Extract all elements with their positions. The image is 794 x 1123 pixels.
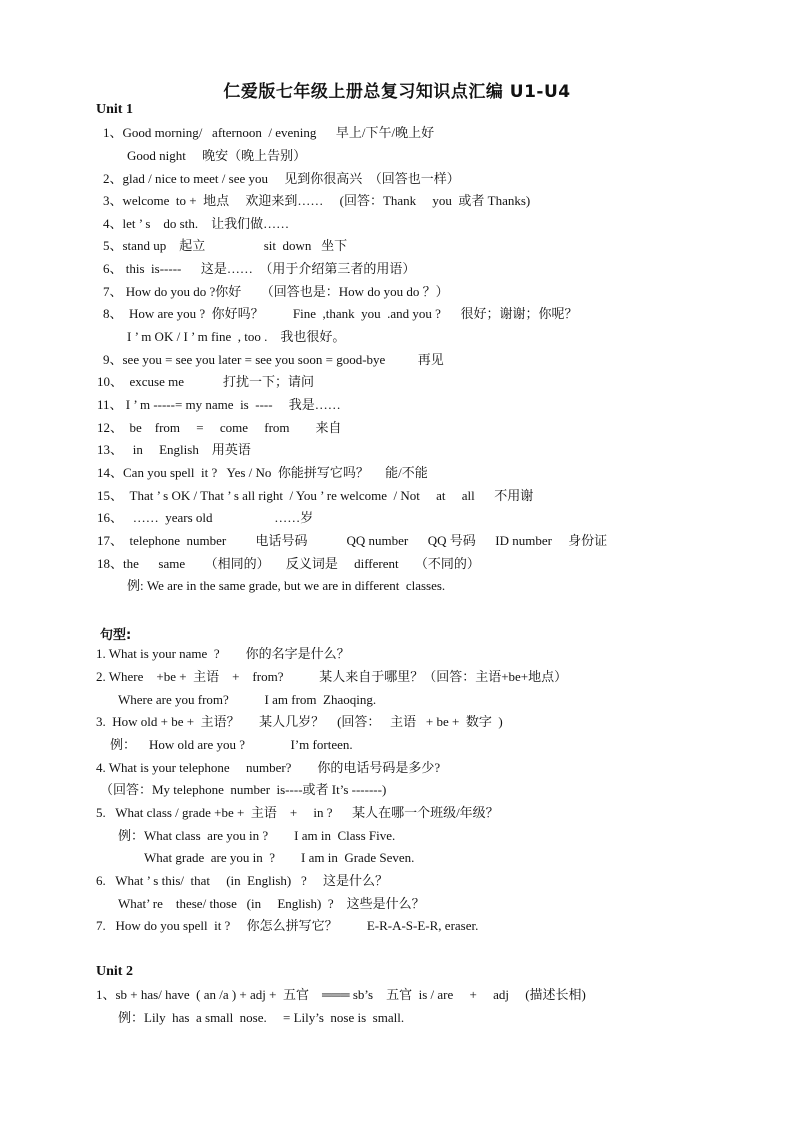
unit1-item: 9、see you = see you later = see you soon = good-bye 再见: [103, 352, 444, 367]
unit1-item: 1、Good morning/ afternoon / evening 早上/下午/晚上好: [103, 125, 435, 140]
unit1-item: 17、 telephone number 电话号码 QQ number QQ 号码 ID number 身份证: [97, 533, 608, 548]
unit1-item: 12、 be from = come from 来自: [97, 420, 342, 435]
sentence-item: 例： How old are you ? I’m forteen.: [110, 737, 353, 752]
unit1-item: 15、 That ’ s OK / That ’ s all right / You ’ re welcome / Not at all 不用谢: [97, 488, 534, 503]
unit1-item: 8、 How are you ? 你好吗？ Fine ,thank you .and you ? 很好；谢谢；你呢？: [103, 306, 578, 321]
unit1-item: Good night 晚安（晚上告别）: [127, 148, 307, 163]
unit2-item: 1、sb + has/ have ( an /a ) + adj + 五官 ═══ sb’s 五官 is / are + adj (描述长相): [96, 987, 586, 1002]
unit1-item: 6、 this is----- 这是…… （用于介绍第三者的用语）: [103, 261, 416, 276]
unit2-heading: Unit 2: [96, 964, 133, 979]
sentence-item: What grade are you in ? I am in Grade Seven.: [144, 850, 415, 865]
unit1-item: 10、 excuse me 打扰一下；请问: [97, 374, 315, 389]
unit1-item: 16、 …… years old ……岁: [97, 510, 314, 525]
unit1-item: 3、welcome to + 地点 欢迎来到…… (回答：Thank you 或者 Thanks): [103, 193, 531, 208]
sentence-item: What’ re these/ those (in English) ? 这些是什么？: [118, 896, 425, 911]
unit1-item: I ’ m OK / I ’ m fine , too . 我也很好。: [127, 329, 346, 344]
sentence-item: 2. Where +be + 主语 + from? 某人来自于哪里？（回答：主语+be+地点）: [96, 669, 568, 684]
unit1-item: 18、the same （相同的） 反义词是 different （不同的）: [97, 556, 480, 571]
unit1-item: 2、glad / nice to meet / see you 见到你很高兴 （回答也一样）: [103, 171, 460, 186]
unit1-example: 例: We are in the same grade, but we are in different classes.: [127, 578, 446, 593]
sentence-item: 4. What is your telephone number? 你的电话号码是多少?: [96, 760, 441, 775]
sentence-item: Where are you from? I am from Zhaoqing.: [118, 692, 377, 707]
unit2-example: 例：Lily has a small nose. = Lily’s nose is small.: [118, 1010, 405, 1025]
unit1-item: 14、Can you spell it ? Yes / No 你能拼写它吗？ 能/不能: [97, 465, 428, 480]
unit1-item: 11、 I ’ m -----= my name is ---- 我是……: [97, 397, 341, 412]
unit1-item: 4、let ’ s do sth. 让我们做……: [103, 216, 290, 231]
sentence-item: 3. How old + be + 主语？ 某人几岁？ (回答： 主语 + be + 数字 ): [96, 714, 503, 729]
sentence-patterns-heading: 句型:: [100, 628, 132, 643]
unit1-heading: Unit 1: [96, 102, 133, 117]
sentence-item: 5. What class / grade +be + 主语 + in ? 某人在哪一个班级/年级？: [96, 805, 499, 820]
unit1-item: 5、stand up 起立 sit down 坐下: [103, 238, 348, 253]
sentence-item: 6. What ’ s this/ that (in English) ? 这是什么？: [96, 873, 388, 888]
document-title: 仁爱版七年级上册总复习知识点汇编 U1-U4: [223, 82, 571, 102]
sentence-item: 1. What is your name ? 你的名字是什么？: [96, 646, 350, 661]
sentence-item: （回答：My telephone number is----或者 It’s -------): [100, 782, 387, 797]
sentence-item: 7. How do you spell it ? 你怎么拼写它？ E-R-A-S-E-R, eraser.: [96, 918, 479, 933]
unit1-item: 13、 in English 用英语: [97, 442, 251, 457]
sentence-item: 例：What class are you in ? I am in Class Five.: [118, 828, 396, 843]
unit1-item: 7、 How do you do ?你好 （回答也是：How do you do ？）: [103, 284, 449, 299]
